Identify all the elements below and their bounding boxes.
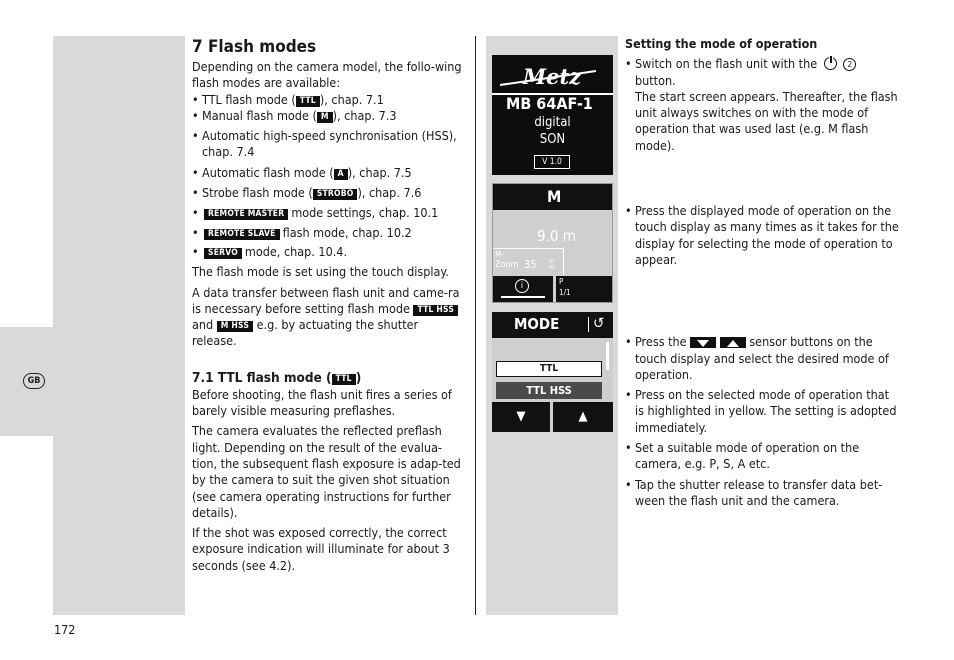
step-shutter-release: • Tap the shutter release to transfer data bet-ween the flash unit and the camera.: [625, 477, 900, 510]
transfer-paragraph: A data transfer between flash unit and came-ra is necessary before setting flash mode TTL HSS and M HSS e.g. by actuating the shutter release.: [192, 284, 460, 349]
page-number: 172: [54, 622, 76, 637]
up-arrow-icon: ▲: [578, 409, 588, 424]
zoom-unit: m m: [549, 258, 555, 271]
step-camera-mode: • Set a suitable mode of operation on the camera, e.g. P, S, A etc.: [625, 440, 900, 473]
zoom-label-2: Zoom: [495, 260, 519, 270]
step-number-badge: 2: [843, 58, 856, 71]
zoom-area[interactable]: [493, 248, 564, 275]
program-label: P: [559, 277, 564, 286]
ttl-paragraph-2: The camera evaluates the reflected preflash light. Depending on the result of the evalua-tion, the subsequent flash exposure is adap-ted by the camera to suit the given shot situation (see camera operating instructions for further details).: [192, 423, 461, 520]
flash-mode-list: [192, 92, 464, 261]
info-underline: [501, 296, 545, 298]
up-sensor-button-icon: [720, 337, 746, 348]
touch-paragraph: The flash mode is set using the touch display.: [192, 264, 449, 280]
model-name: MB 64AF-1: [506, 94, 593, 113]
step-switch-on: • Switch on the flash unit with the 2 button. The start screen appears. Thereafter, the flash unit always switches on with the mode of operation that was used last (e.g. M flash mode).: [625, 56, 900, 154]
mode-item-next[interactable]: TTL HSS: [496, 382, 602, 399]
list-item-manual: • Manual flash mode ( M ), chap. 7.3: [192, 108, 464, 124]
list-item-strobe: • Strobe flash mode ( STROBO ), chap. 7.6: [192, 185, 464, 201]
mode-indicator[interactable]: M: [493, 184, 612, 210]
list-item-remote-slave: • REMOTE SLAVE flash mode, chap. 10.2: [192, 225, 464, 241]
right-text-column: [625, 36, 900, 509]
scrollbar[interactable]: [606, 342, 609, 370]
fraction-value: 1/1: [559, 288, 571, 297]
svg-text:Metz: Metz: [522, 64, 582, 89]
info-icon: i: [515, 279, 529, 293]
list-item-ttl: • TTL flash mode ( TTL ), chap. 7.1: [192, 92, 464, 108]
mode-header: [492, 312, 613, 338]
column-divider: [475, 36, 476, 615]
ttl-paragraph-1: Before shooting, the flash unit fires a series of barely visible measuring preflashes.: [192, 386, 452, 419]
power-icon: [824, 57, 837, 70]
list-item-hss: • Automatic high-speed synchronisation (HSS), chap. 7.4: [192, 128, 464, 161]
list-item-auto: • Automatic flash mode ( A ), chap. 7.5: [192, 165, 464, 181]
step-select-mode: • Press the sensor buttons on the touch display and select the desired mode of operation.: [625, 334, 900, 383]
system-label: SON: [539, 132, 566, 147]
down-sensor-button-icon: [690, 337, 716, 348]
left-gray-column: [53, 36, 185, 615]
program-box[interactable]: [556, 276, 612, 302]
list-item-servo: • SERVO mode, chap. 10.4.: [192, 244, 464, 260]
mode-item-selected[interactable]: TTL: [496, 361, 602, 377]
section-heading: 7 Flash modes: [192, 37, 317, 57]
down-arrow-icon: ▼: [516, 409, 526, 424]
digital-label: digital: [534, 115, 571, 130]
distance-value: 9.0 m: [537, 227, 576, 245]
info-button[interactable]: [493, 276, 553, 302]
step-confirm-mode: • Press on the selected mode of operation that is highlighted in yellow. The setting is adopted immediately.: [625, 387, 900, 436]
mode-title: MODE: [514, 315, 560, 333]
language-badge: GB: [23, 373, 45, 389]
back-icon[interactable]: ↺: [593, 314, 605, 332]
intro-paragraph: Depending on the camera model, the follo-wing flash modes are available:: [192, 59, 462, 91]
mode-screen-image: [492, 312, 613, 432]
down-button[interactable]: [492, 402, 550, 432]
list-item-remote-master: • REMOTE MASTER mode settings, chap. 10.1: [192, 205, 464, 221]
main-screen-image: [492, 183, 613, 303]
sub-heading-ttl: 7.1 TTL flash mode ( TTL ): [192, 369, 362, 386]
up-button[interactable]: [553, 402, 613, 432]
right-heading: Setting the mode of operation: [625, 36, 818, 51]
version-box: V 1.0: [534, 155, 570, 169]
zoom-label-1: M-: [495, 250, 504, 259]
ttl-paragraph-3: If the shot was exposed correctly, the correct exposure indication will illuminate for about 3 seconds (see 4.2).: [192, 525, 450, 573]
metz-logo: [492, 55, 613, 93]
zoom-value: 35: [524, 258, 537, 271]
header-separator: [588, 317, 589, 332]
step-press-mode: • Press the displayed mode of operation on the touch display as many times as it takes for the display for selecting the mode of operation to appear.: [625, 203, 900, 268]
start-screen-image: [492, 55, 613, 175]
left-text-column: [192, 37, 464, 574]
